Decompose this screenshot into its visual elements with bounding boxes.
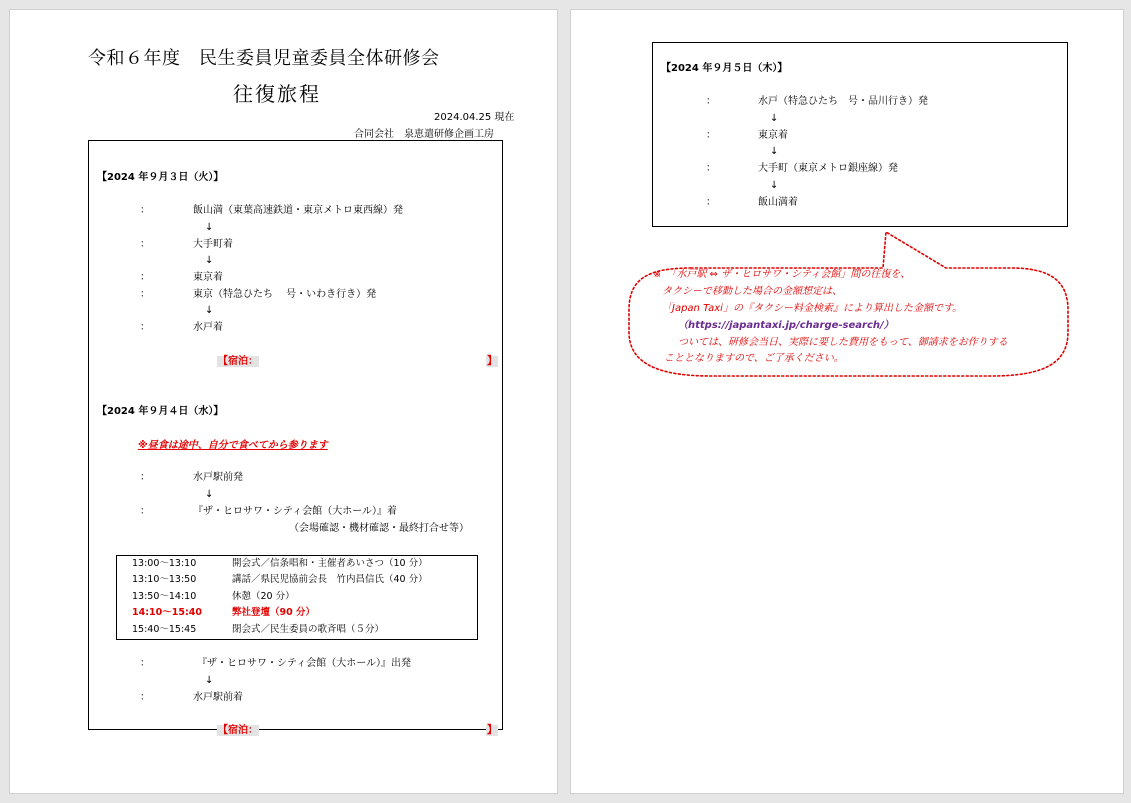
arrow-icon: ↓ <box>205 255 214 266</box>
day1-colon-4: ： <box>140 289 150 300</box>
day2-heading: 【2024 年９月４日（水）】 <box>97 406 224 417</box>
schedule-time: 13:00～13:10 <box>132 558 197 569</box>
day2-row-2: 『ザ・ヒロサワ・シティ会館（大ホール）』着 <box>193 506 397 517</box>
arrow-icon: ↓ <box>770 113 779 124</box>
day1-colon-2: ： <box>140 239 150 250</box>
day1-stay-label <box>217 355 259 368</box>
document-page-2 <box>571 10 1123 793</box>
schedule-time: 13:10～13:50 <box>132 574 197 585</box>
callout-line-2: タクシーで移動した場合の金額想定は、 <box>662 286 842 297</box>
stay-end-bracket: 】 <box>487 356 497 367</box>
day1-colon-5: ： <box>140 322 150 333</box>
callout-line-5: ついては、研修会当日、実際に要した費用をもって、御請求をお作りする <box>678 337 1008 348</box>
day2-stay-label <box>217 724 259 737</box>
day1-heading: 【2024 年９月３日（火）】 <box>97 172 224 183</box>
day1-stay-end <box>486 355 498 368</box>
schedule-time: 15:40～15:45 <box>132 624 197 635</box>
callout-line-6: こととなりますので、ご了承ください。 <box>664 353 844 364</box>
day1-row-2: 大手町着 <box>193 239 233 250</box>
day1-colon-1: ： <box>140 205 150 216</box>
arrow-icon: ↓ <box>205 305 214 316</box>
day2-stay-end <box>486 724 498 737</box>
day3-row-1: 水戸（特急ひたち 号・品川行き）発 <box>758 96 928 107</box>
schedule-item: 開会式／信条唱和・主催者あいさつ（10 分） <box>232 558 428 569</box>
document-page-1 <box>10 10 557 793</box>
day3-colon-3: ： <box>706 163 716 174</box>
callout-link[interactable]: （https://japantaxi.jp/charge-search/） <box>678 320 894 331</box>
day1-row-5: 水戸着 <box>193 322 223 333</box>
document-title: 令和６年度 民生委員児童委員全体研修会 <box>88 48 440 69</box>
day3-row-3: 大手町（東京メトロ銀座線）発 <box>758 163 898 174</box>
day2-colon-4: ： <box>140 692 150 703</box>
schedule-item: 閉会式／民生委員の歌斉唱（５分） <box>232 624 385 635</box>
callout-line-3: 「Japan Taxi」の『タクシー料金検索』により算出した金額です。 <box>662 303 963 314</box>
document-subtitle: 往復旅程 <box>233 82 321 106</box>
day3-row-2: 東京着 <box>758 130 788 141</box>
callout-bubble <box>571 10 1123 793</box>
arrow-icon: ↓ <box>770 180 779 191</box>
day2-colon-2: ： <box>140 506 150 517</box>
schedule-table <box>116 555 478 640</box>
day2-row-1: 水戸駅前発 <box>193 472 243 483</box>
arrow-icon: ↓ <box>205 675 214 686</box>
stay-label-text: 【宿泊： <box>218 356 258 367</box>
day1-row-4: 東京（特急ひたち 号・いわき行き）発 <box>193 289 377 300</box>
arrow-icon: ↓ <box>770 146 779 157</box>
day1-row-1: 飯山満（東葉高速鉄道・東京メトロ東西線）発 <box>193 205 403 216</box>
schedule-item: 弊社登壇（90 分） <box>232 607 316 618</box>
date-status: 2024.04.25 現在 <box>434 112 515 123</box>
day2-colon-1: ： <box>140 472 150 483</box>
day3-heading: 【2024 年９月５日（木）】 <box>661 63 788 74</box>
day3-row-4: 飯山満着 <box>758 197 798 208</box>
schedule-time: 14:10～15:40 <box>132 607 202 618</box>
day2-row-3: 『ザ・ヒロサワ・シティ会館（大ホール）』出発 <box>197 658 411 669</box>
venue-sub-note: （会場確認・機材確認・最終打合せ等） <box>289 523 469 534</box>
schedule-time: 13:50～14:10 <box>132 591 197 602</box>
day3-colon-2: ： <box>706 130 716 141</box>
stay-end-bracket: 】 <box>487 725 497 736</box>
itinerary-box <box>88 140 503 736</box>
day1-row-3: 東京着 <box>193 272 223 283</box>
day3-colon-1: ： <box>706 96 716 107</box>
day1-colon-3: ： <box>140 272 150 283</box>
day3-colon-4: ： <box>706 197 716 208</box>
stay-label-text: 【宿泊： <box>218 725 258 736</box>
arrow-icon: ↓ <box>205 489 214 500</box>
schedule-item: 講話／県民児協前会長 竹内昌信氏（40 分） <box>232 574 428 585</box>
callout-line-1: ※ 「水戸駅 ⇔ ザ・ヒロサワ・シティ会館」間の往復を、 <box>653 269 911 280</box>
arrow-icon: ↓ <box>205 222 214 233</box>
day2-row-4: 水戸駅前着 <box>193 692 243 703</box>
schedule-item: 休憩（20 分） <box>232 591 295 602</box>
company-name: 合同会社 泉恵遣研修企画工房 <box>354 129 494 140</box>
day2-colon-3: ： <box>140 658 150 669</box>
lunch-note: ※昼食は途中、自分で食べてから参ります <box>138 440 328 451</box>
